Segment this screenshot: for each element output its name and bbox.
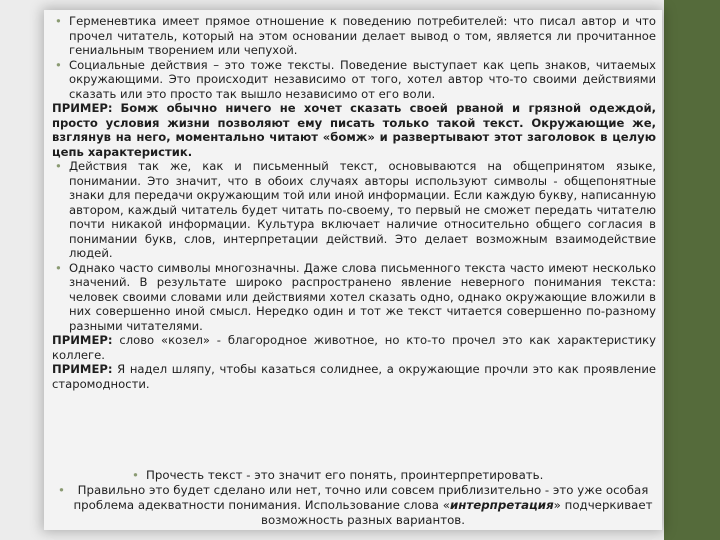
example-homeless [52, 101, 656, 159]
bullet-paragraph-ambiguity [52, 261, 656, 334]
example-label: ПРИМЕР: [52, 101, 113, 115]
bullet-icon: • [132, 468, 139, 482]
example-hat [52, 362, 656, 391]
bullet-icon: • [55, 14, 62, 28]
bullet-icon: • [58, 483, 65, 497]
interpretation-term: интерпретация [449, 498, 554, 512]
bullet-paragraph-hermeneutics [52, 14, 656, 58]
summary-text-part2: » подчеркивает возможность разных вариантов. [261, 498, 653, 527]
summary-line-interpretation [56, 483, 654, 528]
paragraph-text: Действия так же, как и письменный текст, основываются на общепринятом языке, понимании. Это значит, что в обоих случаях авторы используют символы - общепонятные знаки для передачи окружающим той или иной информации. Если каждую букву, написанную автором, каждый читатель будет читать по-своему, то первый не сможет передать читателю почти никакой информации. Культура включает наличие относительно общего согласия в понимании букв, слов, интерпретации действий. Это делает возможным взаимодействие людей. [69, 159, 656, 260]
example-text: Бомж обычно ничего не хочет сказать своей рваной и грязной одеждой, просто условия жизни позволяют ему писать только такой текст. Окружающие же, взглянув на него, моментально читают «бомж» и развертывают этот заголовок в целую цепь характеристик. [52, 101, 657, 159]
summary-line-read [56, 468, 654, 483]
summary-block [56, 468, 654, 528]
bullet-icon: • [55, 57, 62, 72]
bullet-paragraph-actions-language [52, 159, 656, 261]
example-goat [52, 333, 656, 362]
accent-sidebar [664, 0, 720, 540]
bullet-icon: • [55, 260, 62, 275]
paragraph-text: Однако часто символы многозначны. Даже слова письменного текста часто имеют несколько значений. В результате широко распространено явление неверного понимания текста: человек своими словами или действиями хотел сказать одно, однако окружающие вложили в них совершенно иной смысл. Нередко один и тот же текст читается совершенно по-разному разными читателями. [69, 260, 656, 333]
summary-text: Прочесть текст - это значит его понять, проинтерпретировать. [146, 468, 544, 482]
bullet-paragraph-social-actions [52, 58, 656, 102]
paragraph-text: Герменевтика имеет прямое отношение к поведению потребителей: что писал автор и что прочел читатель, который на этом основании делает вывод о том, является ли прочитанное гениальным творением или чепухой. [69, 14, 656, 57]
paragraph-text: Социальные действия – это тоже тексты. Поведение выступает как цепь знаков, читаемых окружающими. Это происходит независимо от того, хотел автор что-то своими действиями сказать или это просто так вышло независимо от его воли. [69, 57, 656, 101]
bullet-icon: • [55, 159, 62, 173]
example-label: ПРИМЕР: [52, 333, 113, 347]
example-text: слово «козел» - благородное животное, но кто-то прочел это как характеристику коллеге. [52, 333, 656, 362]
example-label: ПРИМЕР: [52, 362, 113, 376]
example-text: Я надел шляпу, чтобы казаться солиднее, а окружающие прочли это как проявление старомодности. [52, 362, 657, 391]
slide-body [52, 14, 656, 391]
summary-text-part1: Правильно это будет сделано или нет, точно или совсем приблизительно - это уже особая проблема адекватности понимания. Использование слова « [73, 483, 649, 512]
